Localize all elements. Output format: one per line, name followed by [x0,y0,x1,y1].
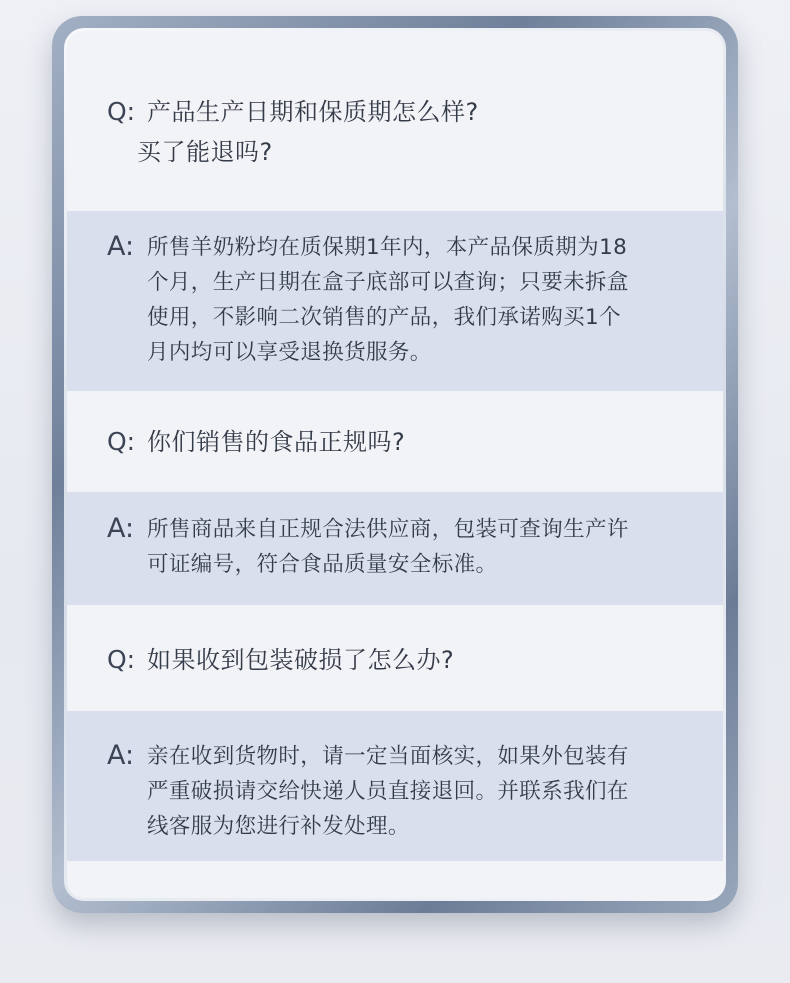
answer-line: 可证编号，符合食品质量安全标准。 [147,552,498,577]
question-prefix: Q: [107,645,136,674]
question-prefix: Q: [107,427,136,456]
frame-bezel [64,28,726,901]
answer-band-1 [67,211,723,391]
question-2 [67,424,723,460]
answer-prefix: A: [107,231,135,262]
device-frame [52,16,738,913]
question-1 [67,94,723,170]
answer-line: 所售羊奶粉均在质保期1年内，本产品保质期为18 [147,235,628,260]
question-text [147,642,454,678]
answer-1 [67,230,723,370]
question-band-3 [67,605,723,711]
answer-band-3 [67,711,723,861]
answer-line: 个月，生产日期在盒子底部可以查询；只要未拆盒 [147,270,629,295]
question-line: 你们销售的食品正规吗? [147,428,406,456]
question-prefix: Q: [107,97,136,126]
answer-text [147,230,695,370]
answer-line: 线客服为您进行补发处理。 [147,814,410,839]
answer-prefix: A: [107,513,135,544]
answer-text [147,739,695,844]
answer-line: 亲在收到货物时，请一定当面核实，如果外包装有 [147,744,629,769]
question-text [137,94,479,170]
question-line: 买了能退吗? [137,138,273,166]
question-3 [67,642,723,678]
answer-3 [67,739,723,844]
answer-2 [67,512,723,582]
question-band-1 [67,31,723,211]
answer-text [147,512,695,582]
answer-prefix: A: [107,740,135,771]
answer-line: 严重破损请交给快递人员直接退回。并联系我们在 [147,779,629,804]
answer-line: 使用，不影响二次销售的产品，我们承诺购买1个 [147,305,621,330]
answer-line: 所售商品来自正规合法供应商，包装可查询生产许 [147,517,629,542]
question-line: 如果收到包装破损了怎么办? [147,646,455,674]
question-band-2 [67,391,723,492]
answer-band-2 [67,492,723,605]
question-text [147,424,405,460]
question-line: 产品生产日期和保质期怎么样? [147,98,479,126]
footer-band [67,861,723,898]
answer-line: 月内均可以享受退换货服务。 [147,340,432,365]
faq-panel [67,31,723,898]
